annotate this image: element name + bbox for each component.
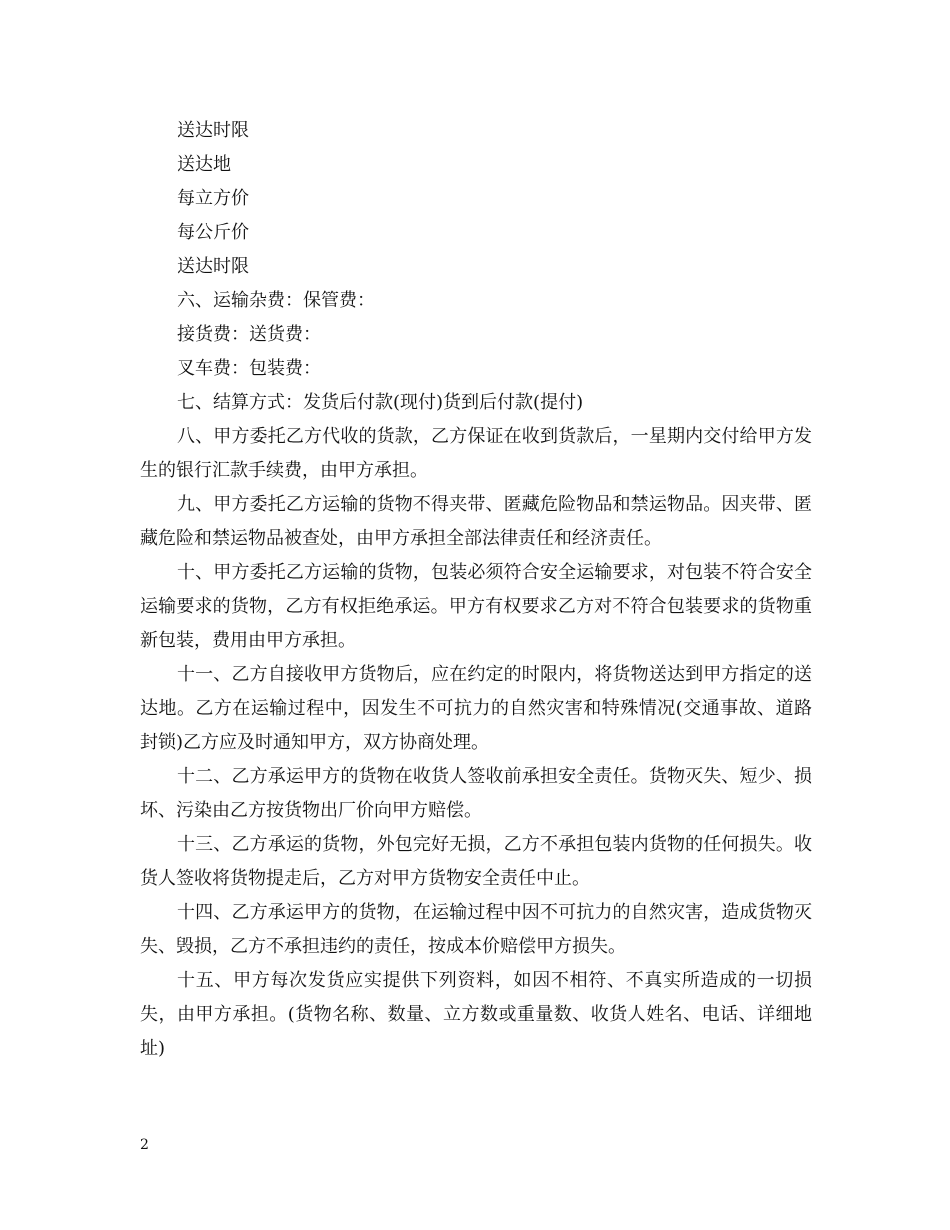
clause-9: 九、甲方委托乙方运输的货物不得夹带、匿藏危险物品和禁运物品。因夹带、匿藏危险和禁运物品被查处，由甲方承担全部法律责任和经济责任。 xyxy=(140,494,812,549)
clause-12: 十二、乙方承运甲方的货物在收货人签收前承担安全责任。货物灭失、短少、损坏、污染由乙方按货物出厂价向甲方赔偿。 xyxy=(140,766,812,821)
page-number: 2 xyxy=(140,1137,149,1153)
document-body xyxy=(140,114,812,1066)
clause-15: 十五、甲方每次发货应实提供下列资料，如因不相符、不真实所造成的一切损失，由甲方承担。(货物名称、数量、立方数或重量数、收货人姓名、电话、详细地址) xyxy=(140,970,812,1059)
clause-11: 十一、乙方自接收甲方货物后，应在约定的时限内，将货物送达到甲方指定的送达地。乙方在运输过程中，因发生不可抗力的自然灾害和特殊情况(交通事故、道路封锁)乙方应及时通知甲方，双方协商处理。 xyxy=(140,664,812,753)
clause-14: 十四、乙方承运甲方的货物，在运输过程中因不可抗力的自然灾害，造成货物灭失、毁损，乙方不承担违约的责任，按成本价赔偿甲方损失。 xyxy=(140,902,812,957)
price-per-kilogram-line: 每公斤价 xyxy=(177,222,249,243)
settlement-method-line: 七、结算方式：发货后付款(现付)货到后付款(提付) xyxy=(177,392,584,413)
pickup-delivery-fees-line: 接货费：送货费： xyxy=(177,324,321,345)
delivery-time-limit-line-2: 送达时限 xyxy=(177,256,249,277)
transport-fees-line: 六、运输杂费：保管费： xyxy=(177,290,375,311)
clause-13: 十三、乙方承运的货物，外包完好无损，乙方不承担包装内货物的任何损失。收货人签收将货物提走后，乙方对甲方货物安全责任中止。 xyxy=(140,834,812,889)
delivery-time-limit-line: 送达时限 xyxy=(177,120,249,141)
clause-10: 十、甲方委托乙方运输的货物，包装必须符合安全运输要求，对包装不符合安全运输要求的货物，乙方有权拒绝承运。甲方有权要求乙方对不符合包装要求的货物重新包装，费用由甲方承担。 xyxy=(140,562,812,651)
delivery-location-line: 送达地 xyxy=(177,154,231,175)
forklift-packaging-fees-line: 叉车费：包装费： xyxy=(177,358,321,379)
price-per-cubic-meter-line: 每立方价 xyxy=(177,188,249,209)
clause-8: 八、甲方委托乙方代收的货款，乙方保证在收到货款后，一星期内交付给甲方发生的银行汇款手续费，由甲方承担。 xyxy=(140,426,812,481)
